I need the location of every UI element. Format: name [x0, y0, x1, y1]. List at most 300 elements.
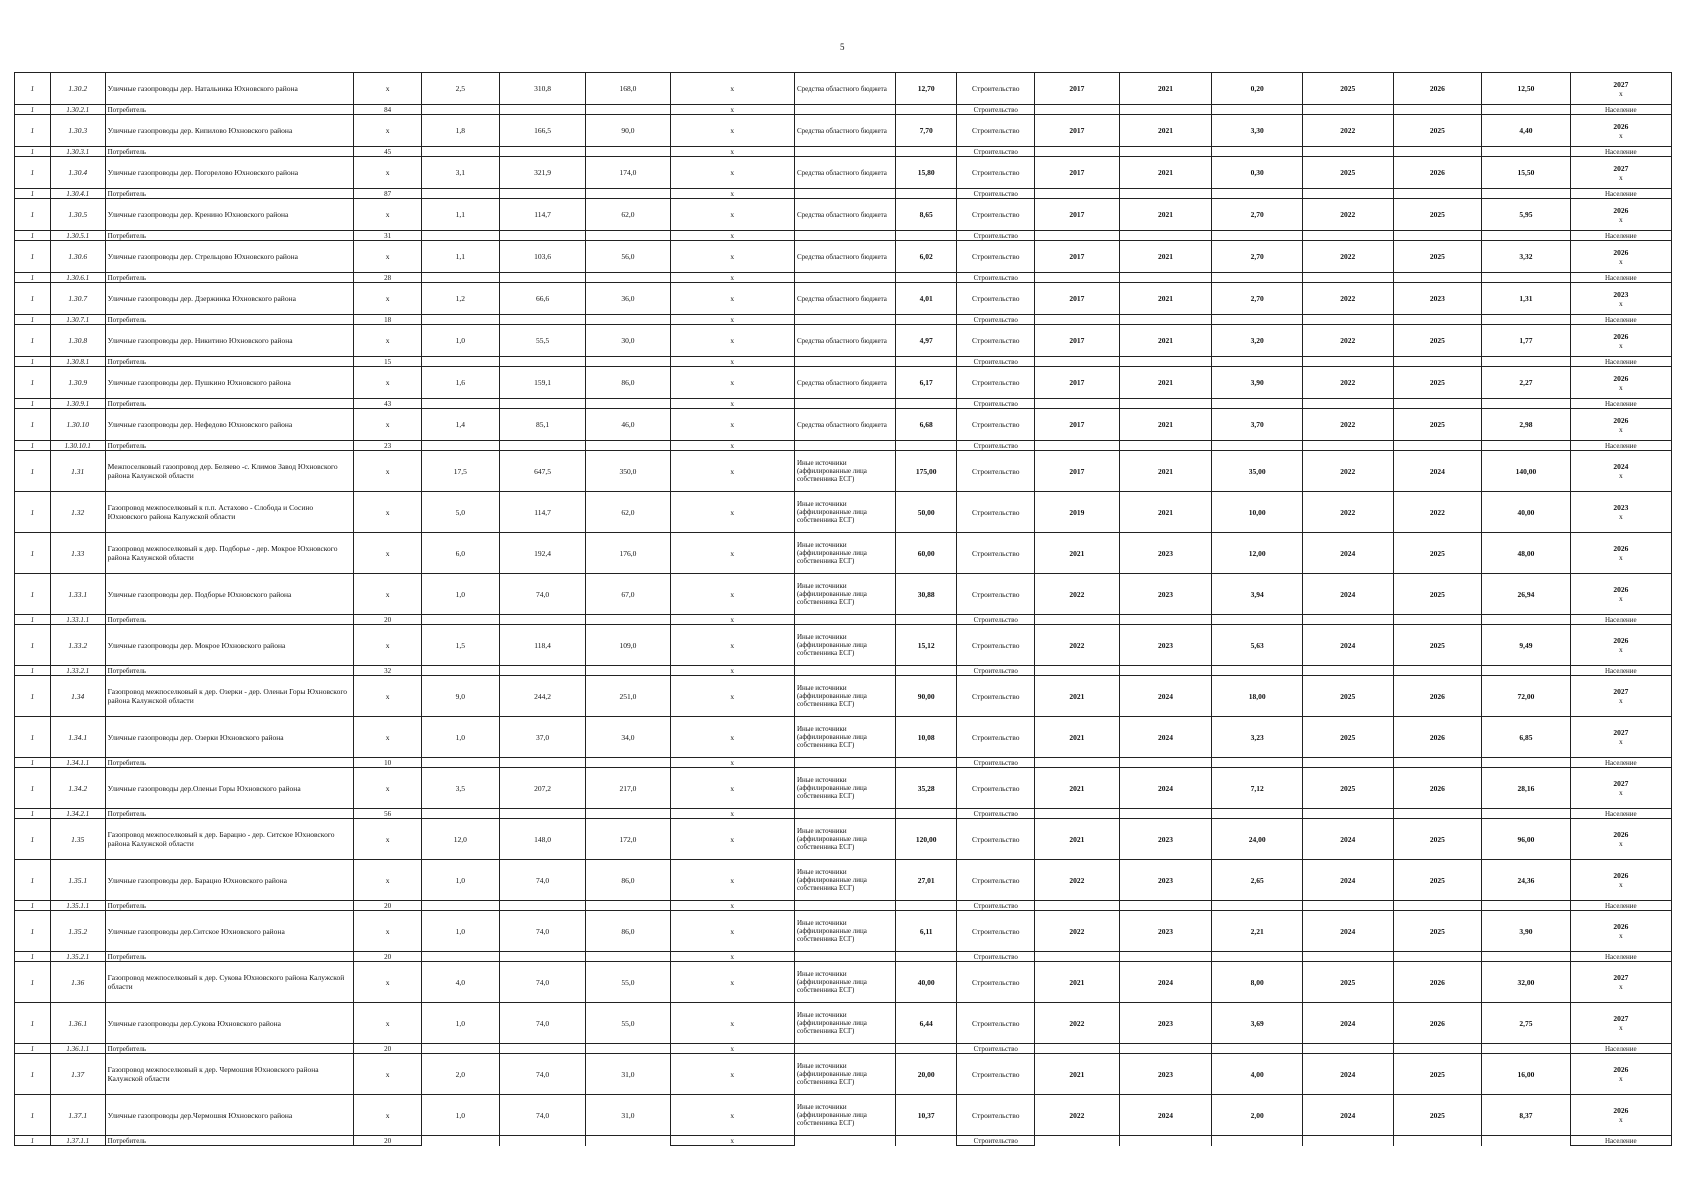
empty-cell	[1035, 615, 1119, 625]
x-mark: x	[354, 1054, 421, 1095]
consumer-row	[15, 399, 1672, 409]
row-index: 1	[15, 901, 51, 911]
cost-value: 74,0	[499, 574, 585, 615]
empty-cell	[1393, 441, 1482, 451]
x-mark: x	[354, 492, 421, 533]
empty-cell	[1393, 399, 1482, 409]
row-index: 1	[15, 1136, 51, 1146]
empty-cell	[896, 1136, 957, 1146]
stage2-amount: 1,31	[1482, 283, 1571, 315]
row-code: 1.30.7.1	[50, 315, 105, 325]
empty-cell	[1212, 615, 1303, 625]
row-code: 1.36.1	[50, 1003, 105, 1044]
row-index: 1	[15, 199, 51, 231]
funding-amount: 7,70	[896, 115, 957, 147]
end-year: 2021	[1119, 409, 1212, 441]
empty-cell	[896, 809, 957, 819]
stage2-start-year: 2025	[1302, 768, 1393, 809]
year-and-mark-cell	[1570, 625, 1671, 666]
row-name: Уличные газопроводы дер. Никитино Юхновского района	[105, 325, 354, 357]
table-row	[15, 73, 1672, 105]
row-index: 1	[15, 1003, 51, 1044]
stage1-amount: 4,00	[1212, 1054, 1303, 1095]
stage2-amount: 140,00	[1482, 451, 1571, 492]
x-mark: x	[670, 273, 794, 283]
funding-source: Иные источники (аффилированные лица собственника ЕСГ)	[794, 574, 895, 615]
start-year: 2021	[1035, 768, 1119, 809]
empty-cell	[1035, 105, 1119, 115]
x-mark: x	[670, 574, 794, 615]
work-type: Строительство	[957, 860, 1035, 901]
funding-source: Иные источники (аффилированные лица собственника ЕСГ)	[794, 676, 895, 717]
commission-year: 2024	[1613, 462, 1629, 471]
end-year: 2024	[1119, 962, 1212, 1003]
row-name: Уличные газопроводы дер.Оленьи Горы Юхновского района	[105, 768, 354, 809]
stage2-start-year: 2024	[1302, 1095, 1393, 1136]
table-row	[15, 283, 1672, 315]
cost-value: 192,4	[499, 533, 585, 574]
x-mark: x	[354, 409, 421, 441]
row-name: Потребитель	[105, 952, 354, 962]
empty-cell	[1035, 758, 1119, 768]
empty-cell	[1212, 1136, 1303, 1146]
empty-cell	[1119, 441, 1212, 451]
x-mark: x	[354, 1003, 421, 1044]
empty-cell	[794, 952, 895, 962]
empty-cell	[1212, 809, 1303, 819]
empty-cell	[1035, 399, 1119, 409]
stage1-amount: 0,20	[1212, 73, 1303, 105]
row-code: 1.30.10.1	[50, 441, 105, 451]
row-code: 1.30.3.1	[50, 147, 105, 157]
funding-source: Иные источники (аффилированные лица собственника ЕСГ)	[794, 768, 895, 809]
x-mark: x	[1618, 696, 1623, 705]
row-name: Потребитель	[105, 1044, 354, 1054]
x-mark: x	[670, 283, 794, 315]
empty-cell	[794, 147, 895, 157]
row-name: Потребитель	[105, 315, 354, 325]
empty-cell	[586, 273, 670, 283]
consumer-count: 20	[354, 952, 421, 962]
empty-cell	[499, 952, 585, 962]
row-code: 1.35	[50, 819, 105, 860]
stage2-amount: 4,40	[1482, 115, 1571, 147]
consumer-count: 43	[354, 399, 421, 409]
stage2-amount: 9,49	[1482, 625, 1571, 666]
stage2-end-year: 2025	[1393, 409, 1482, 441]
end-year: 2023	[1119, 1003, 1212, 1044]
empty-cell	[1302, 1136, 1393, 1146]
funding-amount: 40,00	[896, 962, 957, 1003]
end-year: 2021	[1119, 157, 1212, 189]
start-year: 2021	[1035, 533, 1119, 574]
start-year: 2021	[1035, 819, 1119, 860]
x-mark: x	[1618, 982, 1623, 991]
year-and-mark-cell	[1570, 768, 1671, 809]
work-type: Строительство	[957, 1054, 1035, 1095]
stage2-start-year: 2024	[1302, 1003, 1393, 1044]
empty-cell	[1393, 357, 1482, 367]
row-code: 1.33.1.1	[50, 615, 105, 625]
length-value: 1,0	[421, 325, 499, 357]
row-name: Потребитель	[105, 189, 354, 199]
stage2-amount: 5,95	[1482, 199, 1571, 231]
table-row	[15, 241, 1672, 273]
row-index: 1	[15, 105, 51, 115]
commission-year: 2026	[1613, 247, 1629, 257]
empty-cell	[421, 1136, 499, 1146]
consumer-count: 23	[354, 441, 421, 451]
cost-value: 321,9	[499, 157, 585, 189]
stage2-start-year: 2024	[1302, 533, 1393, 574]
funding-source: Иные источники (аффилированные лица собственника ЕСГ)	[794, 533, 895, 574]
work-type: Строительство	[957, 676, 1035, 717]
empty-cell	[1482, 357, 1571, 367]
x-mark: x	[670, 147, 794, 157]
commission-year: 2026	[1613, 1065, 1629, 1074]
table-row	[15, 199, 1672, 231]
empty-cell	[1119, 809, 1212, 819]
empty-cell	[1212, 231, 1303, 241]
row-name: Газопровод межпоселковый к п.п. Астахово - Слобода и Сосино Юхновского района Калужской области	[105, 492, 354, 533]
empty-cell	[1035, 1136, 1119, 1146]
x-mark: x	[354, 860, 421, 901]
consumer-category: Население	[1570, 615, 1671, 625]
stage1-amount: 2,65	[1212, 860, 1303, 901]
empty-cell	[499, 357, 585, 367]
stage2-amount: 1,77	[1482, 325, 1571, 357]
x-mark: x	[1618, 737, 1623, 746]
work-type: Строительство	[957, 901, 1035, 911]
x-mark: x	[670, 533, 794, 574]
start-year: 2021	[1035, 1054, 1119, 1095]
empty-cell	[1212, 441, 1303, 451]
consumer-row	[15, 273, 1672, 283]
consumer-count: 28	[354, 273, 421, 283]
empty-cell	[1119, 315, 1212, 325]
row-index: 1	[15, 273, 51, 283]
stage2-amount: 48,00	[1482, 533, 1571, 574]
empty-cell	[1393, 952, 1482, 962]
empty-cell	[1212, 399, 1303, 409]
x-mark: x	[670, 189, 794, 199]
work-type: Строительство	[957, 666, 1035, 676]
empty-cell	[586, 666, 670, 676]
x-mark: x	[1618, 839, 1623, 848]
x-mark: x	[670, 325, 794, 357]
empty-cell	[1035, 189, 1119, 199]
empty-cell	[794, 809, 895, 819]
x-mark: x	[670, 441, 794, 451]
x-mark: x	[354, 676, 421, 717]
commission-year: 2026	[1613, 922, 1629, 931]
start-year: 2022	[1035, 860, 1119, 901]
stage2-end-year: 2025	[1393, 911, 1482, 952]
year-and-mark-cell	[1570, 451, 1671, 492]
capacity-value: 86,0	[586, 860, 670, 901]
work-type: Строительство	[957, 115, 1035, 147]
year-and-mark-cell	[1570, 860, 1671, 901]
empty-cell	[1393, 315, 1482, 325]
row-code: 1.34.2	[50, 768, 105, 809]
empty-cell	[1302, 315, 1393, 325]
row-code: 1.30.4	[50, 157, 105, 189]
row-index: 1	[15, 666, 51, 676]
stage2-start-year: 2022	[1302, 283, 1393, 315]
x-mark: x	[354, 962, 421, 1003]
x-mark: x	[1618, 1074, 1623, 1083]
row-name: Уличные газопроводы дер.Чермошня Юхновского района	[105, 1095, 354, 1136]
row-index: 1	[15, 157, 51, 189]
end-year: 2023	[1119, 819, 1212, 860]
cost-value: 55,5	[499, 325, 585, 357]
empty-cell	[1302, 273, 1393, 283]
commission-year: 2026	[1613, 415, 1629, 425]
funding-source: Иные источники (аффилированные лица собственника ЕСГ)	[794, 492, 895, 533]
year-and-mark-cell	[1570, 676, 1671, 717]
x-mark: x	[1618, 880, 1623, 889]
work-type: Строительство	[957, 409, 1035, 441]
empty-cell	[896, 901, 957, 911]
x-mark: x	[354, 819, 421, 860]
empty-cell	[1212, 666, 1303, 676]
x-mark: x	[670, 367, 794, 399]
x-mark: x	[354, 283, 421, 315]
work-type: Строительство	[957, 241, 1035, 273]
stage2-start-year: 2024	[1302, 625, 1393, 666]
row-code: 1.35.2.1	[50, 952, 105, 962]
empty-cell	[421, 189, 499, 199]
length-value: 5,0	[421, 492, 499, 533]
row-name: Межпоселковый газопровод дер. Беляево -с. Климов Завод Юхновского района Калужской области	[105, 451, 354, 492]
length-value: 2,0	[421, 1054, 499, 1095]
empty-cell	[421, 273, 499, 283]
length-value: 1,4	[421, 409, 499, 441]
stage2-end-year: 2026	[1393, 73, 1482, 105]
capacity-value: 62,0	[586, 199, 670, 231]
row-index: 1	[15, 717, 51, 758]
row-index: 1	[15, 399, 51, 409]
capacity-value: 30,0	[586, 325, 670, 357]
start-year: 2017	[1035, 409, 1119, 441]
row-name: Потребитель	[105, 147, 354, 157]
row-code: 1.37.1	[50, 1095, 105, 1136]
stage1-amount: 2,70	[1212, 283, 1303, 315]
end-year: 2021	[1119, 73, 1212, 105]
work-type: Строительство	[957, 147, 1035, 157]
stage2-start-year: 2024	[1302, 860, 1393, 901]
end-year: 2023	[1119, 911, 1212, 952]
year-and-mark-cell	[1570, 199, 1671, 231]
x-mark: x	[354, 115, 421, 147]
x-mark: x	[670, 1095, 794, 1136]
empty-cell	[1035, 1044, 1119, 1054]
stage2-end-year: 2026	[1393, 962, 1482, 1003]
empty-cell	[794, 357, 895, 367]
consumer-category: Население	[1570, 357, 1671, 367]
row-index: 1	[15, 952, 51, 962]
table-row	[15, 1003, 1672, 1044]
row-index: 1	[15, 758, 51, 768]
capacity-value: 36,0	[586, 283, 670, 315]
empty-cell	[1302, 666, 1393, 676]
row-code: 1.35.1.1	[50, 901, 105, 911]
funding-source: Иные источники (аффилированные лица собственника ЕСГ)	[794, 860, 895, 901]
work-type: Строительство	[957, 809, 1035, 819]
stage2-amount: 32,00	[1482, 962, 1571, 1003]
x-mark: x	[670, 962, 794, 1003]
empty-cell	[499, 441, 585, 451]
empty-cell	[1035, 666, 1119, 676]
table-row	[15, 325, 1672, 357]
stage1-amount: 2,00	[1212, 1095, 1303, 1136]
length-value: 4,0	[421, 962, 499, 1003]
empty-cell	[1302, 189, 1393, 199]
stage2-amount: 16,00	[1482, 1054, 1571, 1095]
cost-value: 148,0	[499, 819, 585, 860]
row-code: 1.30.3	[50, 115, 105, 147]
empty-cell	[1302, 231, 1393, 241]
stage1-amount: 0,30	[1212, 157, 1303, 189]
empty-cell	[1119, 189, 1212, 199]
empty-cell	[586, 147, 670, 157]
length-value: 9,0	[421, 676, 499, 717]
x-mark: x	[670, 115, 794, 147]
empty-cell	[1482, 189, 1571, 199]
year-and-mark-cell	[1570, 492, 1671, 533]
work-type: Строительство	[957, 399, 1035, 409]
commission-year: 2026	[1613, 636, 1629, 645]
row-index: 1	[15, 231, 51, 241]
x-mark: x	[354, 73, 421, 105]
row-name: Уличные газопроводы дер. Стрельцово Юхновского района	[105, 241, 354, 273]
funding-amount: 6,44	[896, 1003, 957, 1044]
empty-cell	[1393, 105, 1482, 115]
commission-year: 2026	[1613, 871, 1629, 880]
row-index: 1	[15, 283, 51, 315]
empty-cell	[896, 952, 957, 962]
empty-cell	[1119, 357, 1212, 367]
consumer-count: 10	[354, 758, 421, 768]
empty-cell	[1212, 901, 1303, 911]
row-index: 1	[15, 73, 51, 105]
row-code: 1.34.1.1	[50, 758, 105, 768]
capacity-value: 176,0	[586, 533, 670, 574]
row-code: 1.33.2.1	[50, 666, 105, 676]
empty-cell	[1482, 758, 1571, 768]
stage2-end-year: 2025	[1393, 574, 1482, 615]
empty-cell	[1302, 901, 1393, 911]
consumer-row	[15, 1136, 1672, 1146]
empty-cell	[421, 758, 499, 768]
row-index: 1	[15, 451, 51, 492]
end-year: 2021	[1119, 115, 1212, 147]
end-year: 2021	[1119, 492, 1212, 533]
empty-cell	[896, 189, 957, 199]
row-code: 1.30.5.1	[50, 231, 105, 241]
empty-cell	[1212, 952, 1303, 962]
stage2-amount: 3,90	[1482, 911, 1571, 952]
stage1-amount: 3,69	[1212, 1003, 1303, 1044]
row-name: Потребитель	[105, 357, 354, 367]
row-name: Потребитель	[105, 615, 354, 625]
commission-year: 2023	[1613, 289, 1629, 299]
consumer-count: 20	[354, 615, 421, 625]
empty-cell	[1035, 273, 1119, 283]
row-code: 1.37.1.1	[50, 1136, 105, 1146]
consumer-row	[15, 666, 1672, 676]
empty-cell	[1302, 147, 1393, 157]
x-mark: x	[1618, 471, 1623, 480]
empty-cell	[794, 441, 895, 451]
length-value: 2,5	[421, 73, 499, 105]
start-year: 2022	[1035, 1095, 1119, 1136]
stage1-amount: 3,94	[1212, 574, 1303, 615]
funding-amount: 35,28	[896, 768, 957, 809]
year-and-mark-cell	[1570, 1003, 1671, 1044]
row-index: 1	[15, 409, 51, 441]
consumer-row	[15, 315, 1672, 325]
empty-cell	[421, 666, 499, 676]
funding-source: Средства областного бюджета	[794, 199, 895, 231]
stage2-start-year: 2025	[1302, 157, 1393, 189]
empty-cell	[896, 315, 957, 325]
empty-cell	[1212, 189, 1303, 199]
table-row	[15, 768, 1672, 809]
empty-cell	[586, 231, 670, 241]
x-mark: x	[670, 241, 794, 273]
x-mark: x	[1618, 214, 1623, 224]
funding-amount: 4,97	[896, 325, 957, 357]
stage2-end-year: 2025	[1393, 819, 1482, 860]
empty-cell	[794, 231, 895, 241]
stage2-start-year: 2022	[1302, 492, 1393, 533]
work-type: Строительство	[957, 1095, 1035, 1136]
empty-cell	[896, 357, 957, 367]
row-name: Уличные газопроводы дер. Дзержинка Юхновского района	[105, 283, 354, 315]
row-code: 1.30.8	[50, 325, 105, 357]
cost-value: 66,6	[499, 283, 585, 315]
row-index: 1	[15, 115, 51, 147]
year-and-mark-cell	[1570, 819, 1671, 860]
row-code: 1.30.6	[50, 241, 105, 273]
row-code: 1.30.2.1	[50, 105, 105, 115]
row-code: 1.33	[50, 533, 105, 574]
length-value: 1,0	[421, 911, 499, 952]
stage1-amount: 12,00	[1212, 533, 1303, 574]
start-year: 2022	[1035, 911, 1119, 952]
stage2-start-year: 2025	[1302, 676, 1393, 717]
work-type: Строительство	[957, 315, 1035, 325]
stage2-end-year: 2024	[1393, 451, 1482, 492]
x-mark: x	[354, 199, 421, 231]
x-mark: x	[670, 1044, 794, 1054]
empty-cell	[421, 231, 499, 241]
consumer-count: 20	[354, 1044, 421, 1054]
empty-cell	[1212, 273, 1303, 283]
row-name: Уличные газопроводы дер. Барацно Юхновского района	[105, 860, 354, 901]
row-name: Газопровод межпоселковый к дер. Чермошня Юхновского района Калужской области	[105, 1054, 354, 1095]
capacity-value: 168,0	[586, 73, 670, 105]
start-year: 2017	[1035, 115, 1119, 147]
stage1-amount: 24,00	[1212, 819, 1303, 860]
work-type: Строительство	[957, 451, 1035, 492]
stage2-amount: 15,50	[1482, 157, 1571, 189]
stage2-amount: 12,50	[1482, 73, 1571, 105]
row-index: 1	[15, 533, 51, 574]
funding-source: Средства областного бюджета	[794, 325, 895, 357]
stage1-amount: 35,00	[1212, 451, 1303, 492]
